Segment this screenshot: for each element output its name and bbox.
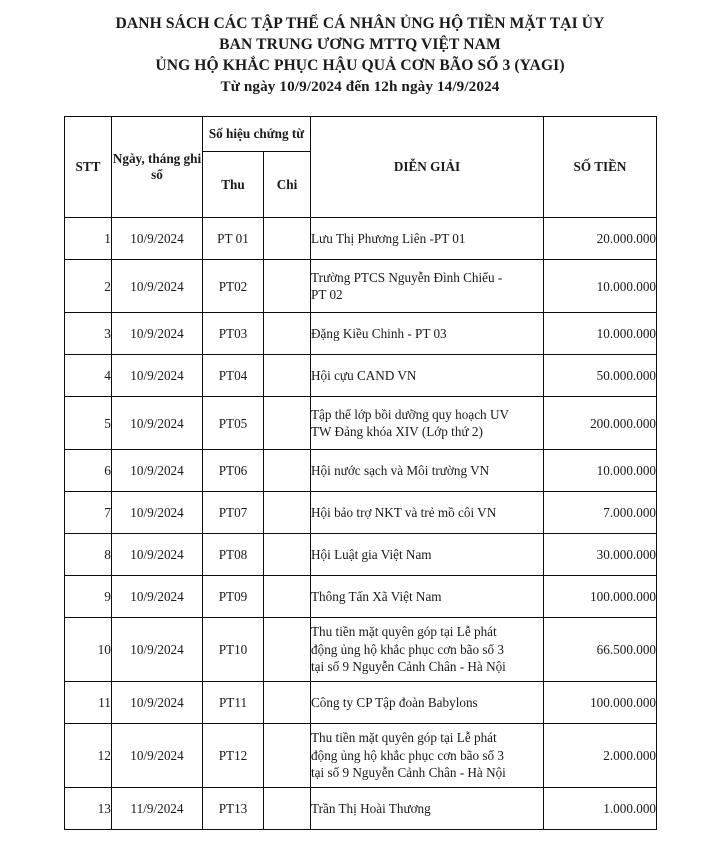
cell-description — [311, 450, 544, 492]
table-header — [65, 117, 657, 218]
cell-amount: 1.000.000 — [544, 788, 657, 830]
table-row — [65, 218, 657, 260]
cell-voucher-chi — [264, 618, 311, 682]
cell-description — [311, 355, 544, 397]
description-line: Hội nước sạch và Môi trường VN — [311, 462, 490, 478]
cell-voucher-chi — [264, 397, 311, 450]
cell-date: 10/9/2024 — [112, 397, 203, 450]
description-line: Trường PTCS Nguyễn Đình Chiểu - — [311, 269, 503, 285]
description-line: Hội Luật gia Việt Nam — [311, 546, 432, 562]
page-subtitle-date-range: Từ ngày 10/9/2024 đến 12h ngày 14/9/2024 — [220, 78, 500, 95]
cell-stt: 3 — [65, 313, 112, 355]
cell-voucher-chi — [264, 534, 311, 576]
description-line: Thu tiền mặt quyên góp tại Lễ phát — [311, 624, 497, 640]
cell-date: 10/9/2024 — [112, 218, 203, 260]
cell-voucher-thu: PT07 — [203, 492, 264, 534]
cell-voucher-thu: PT12 — [203, 724, 264, 788]
cell-voucher-thu: PT13 — [203, 788, 264, 830]
cell-stt: 5 — [65, 397, 112, 450]
cell-amount: 50.000.000 — [544, 355, 657, 397]
cell-date: 10/9/2024 — [112, 724, 203, 788]
cell-date: 10/9/2024 — [112, 534, 203, 576]
donations-table-wrapper — [64, 116, 656, 830]
cell-description — [311, 788, 544, 830]
cell-voucher-chi — [264, 260, 311, 313]
donations-table — [64, 116, 657, 830]
description-line: TW Đảng khóa XIV (Lớp thứ 2) — [311, 424, 483, 439]
cell-voucher-chi — [264, 492, 311, 534]
cell-voucher-thu: PT11 — [203, 682, 264, 724]
table-row — [65, 492, 657, 534]
table-row — [65, 788, 657, 830]
cell-date: 10/9/2024 — [112, 492, 203, 534]
column-header-description: DIỄN GIẢI — [311, 117, 544, 218]
page-title-line-3: ỦNG HỘ KHẮC PHỤC HẬU QUẢ CƠN BÃO SỐ 3 (YAGI) — [155, 57, 565, 74]
cell-description — [311, 618, 544, 682]
column-header-date-text: Ngày, tháng ghi sổ — [112, 150, 202, 182]
description-line: Trần Thị Hoài Thương — [311, 800, 431, 816]
page-title-line-1: DANH SÁCH CÁC TẬP THỂ CÁ NHÂN ỦNG HỘ TIỀN MẶT TẠI ỦY — [115, 15, 605, 32]
description-line: Đặng Kiều Chinh - PT 03 — [311, 325, 447, 341]
cell-description — [311, 534, 544, 576]
description-line: Công ty CP Tập đoàn Babylons — [311, 694, 478, 710]
cell-stt: 11 — [65, 682, 112, 724]
cell-stt: 1 — [65, 218, 112, 260]
column-header-voucher-chi: Chi — [264, 152, 311, 218]
cell-amount: 200.000.000 — [544, 397, 657, 450]
cell-stt: 2 — [65, 260, 112, 313]
cell-voucher-chi — [264, 313, 311, 355]
cell-amount: 20.000.000 — [544, 218, 657, 260]
description-line: tại số 9 Nguyễn Cảnh Chân - Hà Nội — [311, 659, 506, 675]
table-row — [65, 724, 657, 788]
cell-voucher-chi — [264, 724, 311, 788]
table-header-row-1 — [65, 117, 657, 152]
table-body — [65, 218, 657, 830]
table-row — [65, 534, 657, 576]
cell-voucher-thu: PT 01 — [203, 218, 264, 260]
table-row — [65, 618, 657, 682]
cell-amount: 30.000.000 — [544, 534, 657, 576]
table-row — [65, 397, 657, 450]
cell-description — [311, 682, 544, 724]
cell-stt: 10 — [65, 618, 112, 682]
description-line: Thu tiền mặt quyên góp tại Lễ phát — [311, 730, 497, 746]
cell-amount: 10.000.000 — [544, 450, 657, 492]
cell-voucher-thu: PT10 — [203, 618, 264, 682]
cell-stt: 12 — [65, 724, 112, 788]
cell-stt: 13 — [65, 788, 112, 830]
cell-amount: 66.500.000 — [544, 618, 657, 682]
cell-description — [311, 724, 544, 788]
column-header-voucher-group: Số hiệu chứng từ — [203, 117, 311, 152]
description-line: PT 02 — [311, 287, 343, 302]
column-header-voucher-thu: Thu — [203, 152, 264, 218]
document-title-block — [0, 0, 720, 97]
cell-stt: 4 — [65, 355, 112, 397]
cell-voucher-chi — [264, 355, 311, 397]
cell-date: 10/9/2024 — [112, 618, 203, 682]
description-line: Tập thể lớp bồi dưỡng quy hoạch UV — [311, 406, 509, 422]
cell-date: 10/9/2024 — [112, 576, 203, 618]
cell-date: 10/9/2024 — [112, 682, 203, 724]
cell-amount: 2.000.000 — [544, 724, 657, 788]
cell-voucher-thu: PT06 — [203, 450, 264, 492]
cell-voucher-thu: PT04 — [203, 355, 264, 397]
cell-description — [311, 218, 544, 260]
table-row — [65, 260, 657, 313]
cell-voucher-chi — [264, 788, 311, 830]
cell-voucher-thu: PT05 — [203, 397, 264, 450]
cell-description — [311, 260, 544, 313]
cell-date: 10/9/2024 — [112, 260, 203, 313]
table-row — [65, 450, 657, 492]
description-line: động ủng hộ khắc phục cơn bão số 3 — [311, 641, 505, 657]
cell-date: 10/9/2024 — [112, 313, 203, 355]
cell-voucher-chi — [264, 682, 311, 724]
cell-description — [311, 492, 544, 534]
cell-voucher-chi — [264, 576, 311, 618]
cell-amount: 7.000.000 — [544, 492, 657, 534]
cell-date: 10/9/2024 — [112, 355, 203, 397]
cell-amount: 100.000.000 — [544, 576, 657, 618]
cell-date: 11/9/2024 — [112, 788, 203, 830]
cell-stt: 7 — [65, 492, 112, 534]
table-row — [65, 682, 657, 724]
table-row — [65, 313, 657, 355]
cell-voucher-chi — [264, 218, 311, 260]
description-line: tại số 9 Nguyễn Cảnh Chân - Hà Nội — [311, 765, 506, 781]
description-line: động ủng hộ khắc phục cơn bão số 3 — [311, 747, 505, 763]
table-row — [65, 576, 657, 618]
cell-description — [311, 313, 544, 355]
description-line: Hội bảo trợ NKT và trẻ mồ côi VN — [311, 504, 497, 520]
table-row — [65, 355, 657, 397]
cell-stt: 6 — [65, 450, 112, 492]
page-title-line-2: BAN TRUNG ƯƠNG MTTQ VIỆT NAM — [219, 36, 501, 53]
column-header-date — [112, 117, 203, 218]
cell-amount: 10.000.000 — [544, 260, 657, 313]
description-line: Hội cựu CAND VN — [311, 367, 417, 383]
cell-amount: 100.000.000 — [544, 682, 657, 724]
cell-description — [311, 576, 544, 618]
cell-stt: 8 — [65, 534, 112, 576]
cell-voucher-chi — [264, 450, 311, 492]
column-header-stt: STT — [65, 117, 112, 218]
column-header-amount: SỐ TIỀN — [544, 117, 657, 218]
description-line: Lưu Thị Phương Liên -PT 01 — [311, 230, 466, 246]
cell-voucher-thu: PT08 — [203, 534, 264, 576]
cell-amount: 10.000.000 — [544, 313, 657, 355]
cell-voucher-thu: PT09 — [203, 576, 264, 618]
description-line: Thông Tấn Xã Việt Nam — [311, 588, 442, 604]
cell-voucher-thu: PT02 — [203, 260, 264, 313]
cell-date: 10/9/2024 — [112, 450, 203, 492]
cell-voucher-thu: PT03 — [203, 313, 264, 355]
cell-stt: 9 — [65, 576, 112, 618]
cell-description — [311, 397, 544, 450]
